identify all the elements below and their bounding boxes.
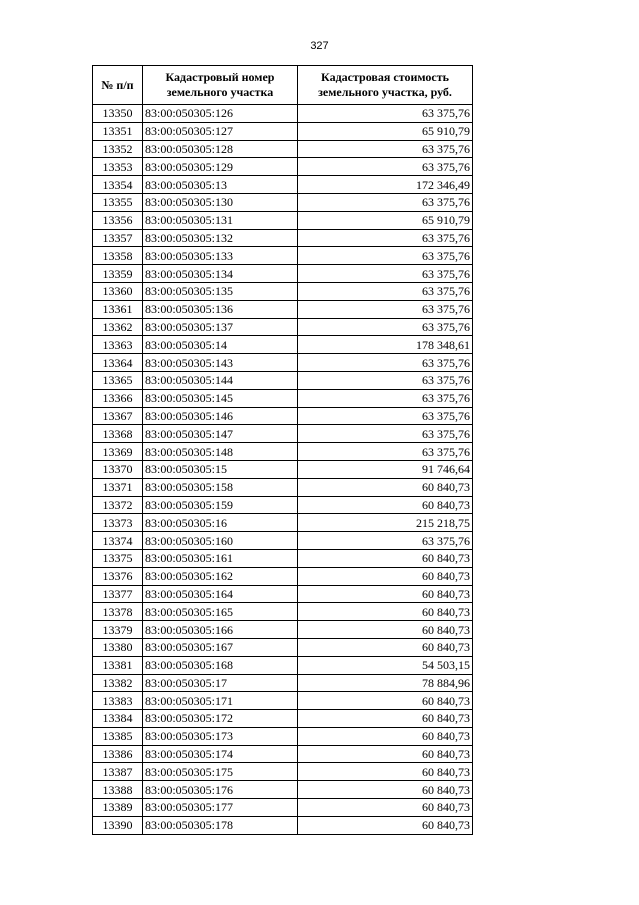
cell-cadastral-value: 60 840,73	[298, 603, 473, 621]
cell-cadastral-number: 83:00:050305:148	[143, 443, 298, 461]
table-row	[93, 300, 473, 318]
cell-row-number: 13390	[93, 816, 143, 834]
cell-cadastral-value: 63 375,76	[298, 318, 473, 336]
cell-cadastral-number: 83:00:050305:164	[143, 585, 298, 603]
cell-cadastral-number: 83:00:050305:126	[143, 105, 298, 123]
cell-cadastral-value: 63 375,76	[298, 193, 473, 211]
cell-cadastral-value: 60 840,73	[298, 585, 473, 603]
table-row	[93, 567, 473, 585]
cell-cadastral-value: 63 375,76	[298, 354, 473, 372]
cell-cadastral-value: 172 346,49	[298, 176, 473, 194]
header-cadastral-value: Кадастровая стоимость земельного участка, руб.	[298, 66, 473, 105]
cell-cadastral-number: 83:00:050305:131	[143, 211, 298, 229]
table-row	[93, 781, 473, 799]
cell-cadastral-value: 60 840,73	[298, 496, 473, 514]
cell-cadastral-number: 83:00:050305:15	[143, 460, 298, 478]
cell-cadastral-number: 83:00:050305:132	[143, 229, 298, 247]
table-row	[93, 496, 473, 514]
cell-row-number: 13371	[93, 478, 143, 496]
cell-cadastral-value: 65 910,79	[298, 122, 473, 140]
cell-cadastral-number: 83:00:050305:162	[143, 567, 298, 585]
cell-row-number: 13360	[93, 282, 143, 300]
cell-row-number: 13389	[93, 799, 143, 817]
cell-cadastral-value: 63 375,76	[298, 282, 473, 300]
cell-row-number: 13356	[93, 211, 143, 229]
table-row	[93, 193, 473, 211]
cell-cadastral-value: 91 746,64	[298, 460, 473, 478]
cell-row-number: 13379	[93, 621, 143, 639]
cell-cadastral-number: 83:00:050305:137	[143, 318, 298, 336]
cell-row-number: 13372	[93, 496, 143, 514]
cell-cadastral-number: 83:00:050305:161	[143, 549, 298, 567]
cadastral-table	[92, 65, 473, 835]
cell-row-number: 13358	[93, 247, 143, 265]
cell-cadastral-value: 60 840,73	[298, 763, 473, 781]
table-row	[93, 799, 473, 817]
table-body	[93, 105, 473, 835]
table-row	[93, 265, 473, 283]
cell-row-number: 13385	[93, 727, 143, 745]
cell-cadastral-number: 83:00:050305:166	[143, 621, 298, 639]
cell-row-number: 13388	[93, 781, 143, 799]
cell-row-number: 13350	[93, 105, 143, 123]
table-row	[93, 816, 473, 834]
table-row	[93, 638, 473, 656]
table-row	[93, 549, 473, 567]
table-row	[93, 763, 473, 781]
cell-cadastral-value: 60 840,73	[298, 567, 473, 585]
cell-cadastral-value: 60 840,73	[298, 638, 473, 656]
cell-cadastral-number: 83:00:050305:174	[143, 745, 298, 763]
cell-row-number: 13355	[93, 193, 143, 211]
table-row	[93, 603, 473, 621]
cell-cadastral-value: 63 375,76	[298, 371, 473, 389]
cell-cadastral-value: 60 840,73	[298, 727, 473, 745]
table-row	[93, 140, 473, 158]
cell-row-number: 13366	[93, 389, 143, 407]
table-row	[93, 585, 473, 603]
cell-cadastral-value: 63 375,76	[298, 407, 473, 425]
table-row	[93, 336, 473, 354]
table-row	[93, 122, 473, 140]
cell-cadastral-value: 60 840,73	[298, 781, 473, 799]
cell-cadastral-number: 83:00:050305:135	[143, 282, 298, 300]
cell-row-number: 13357	[93, 229, 143, 247]
table-row	[93, 158, 473, 176]
header-row-number: № п/п	[93, 66, 143, 105]
table-header-row	[93, 66, 473, 105]
table-row	[93, 407, 473, 425]
table-row	[93, 318, 473, 336]
cell-cadastral-value: 63 375,76	[298, 265, 473, 283]
cell-cadastral-number: 83:00:050305:17	[143, 674, 298, 692]
cell-row-number: 13364	[93, 354, 143, 372]
cell-row-number: 13351	[93, 122, 143, 140]
table-row	[93, 514, 473, 532]
cell-cadastral-number: 83:00:050305:145	[143, 389, 298, 407]
cell-row-number: 13382	[93, 674, 143, 692]
table-row	[93, 656, 473, 674]
cell-cadastral-number: 83:00:050305:159	[143, 496, 298, 514]
cell-row-number: 13377	[93, 585, 143, 603]
cell-cadastral-value: 60 840,73	[298, 710, 473, 728]
cell-cadastral-number: 83:00:050305:146	[143, 407, 298, 425]
cell-cadastral-value: 63 375,76	[298, 300, 473, 318]
table-row	[93, 211, 473, 229]
table-row	[93, 710, 473, 728]
cell-cadastral-value: 178 348,61	[298, 336, 473, 354]
table-row	[93, 389, 473, 407]
table-row	[93, 727, 473, 745]
cell-row-number: 13362	[93, 318, 143, 336]
cell-cadastral-number: 83:00:050305:143	[143, 354, 298, 372]
cell-row-number: 13352	[93, 140, 143, 158]
cell-cadastral-number: 83:00:050305:172	[143, 710, 298, 728]
table-row	[93, 674, 473, 692]
cell-row-number: 13353	[93, 158, 143, 176]
cell-cadastral-number: 83:00:050305:136	[143, 300, 298, 318]
cell-cadastral-value: 63 375,76	[298, 389, 473, 407]
cell-cadastral-number: 83:00:050305:144	[143, 371, 298, 389]
table-row	[93, 478, 473, 496]
cell-cadastral-number: 83:00:050305:134	[143, 265, 298, 283]
cell-cadastral-value: 65 910,79	[298, 211, 473, 229]
table-row	[93, 745, 473, 763]
cell-row-number: 13378	[93, 603, 143, 621]
cell-row-number: 13383	[93, 692, 143, 710]
cell-cadastral-number: 83:00:050305:171	[143, 692, 298, 710]
cell-row-number: 13365	[93, 371, 143, 389]
cell-row-number: 13370	[93, 460, 143, 478]
cell-cadastral-number: 83:00:050305:133	[143, 247, 298, 265]
cell-cadastral-number: 83:00:050305:167	[143, 638, 298, 656]
cell-row-number: 13374	[93, 532, 143, 550]
cell-cadastral-number: 83:00:050305:147	[143, 425, 298, 443]
cell-row-number: 13359	[93, 265, 143, 283]
cell-row-number: 13368	[93, 425, 143, 443]
cell-cadastral-value: 63 375,76	[298, 425, 473, 443]
cell-cadastral-number: 83:00:050305:128	[143, 140, 298, 158]
cell-cadastral-number: 83:00:050305:173	[143, 727, 298, 745]
cell-cadastral-value: 60 840,73	[298, 799, 473, 817]
cell-cadastral-value: 60 840,73	[298, 745, 473, 763]
table-row	[93, 176, 473, 194]
table-row	[93, 247, 473, 265]
cell-cadastral-value: 63 375,76	[298, 140, 473, 158]
cell-cadastral-value: 60 840,73	[298, 621, 473, 639]
table-row	[93, 692, 473, 710]
table-row	[93, 425, 473, 443]
cell-cadastral-value: 63 375,76	[298, 105, 473, 123]
cell-cadastral-number: 83:00:050305:178	[143, 816, 298, 834]
table-row	[93, 371, 473, 389]
cell-row-number: 13386	[93, 745, 143, 763]
cell-cadastral-number: 83:00:050305:175	[143, 763, 298, 781]
cell-cadastral-value: 215 218,75	[298, 514, 473, 532]
cell-cadastral-number: 83:00:050305:168	[143, 656, 298, 674]
cell-cadastral-value: 63 375,76	[298, 247, 473, 265]
cell-cadastral-value: 60 840,73	[298, 816, 473, 834]
cell-row-number: 13363	[93, 336, 143, 354]
cell-cadastral-number: 83:00:050305:177	[143, 799, 298, 817]
cell-cadastral-value: 60 840,73	[298, 478, 473, 496]
cell-cadastral-value: 54 503,15	[298, 656, 473, 674]
cell-cadastral-number: 83:00:050305:165	[143, 603, 298, 621]
header-cadastral-number: Кадастровый номер земельного участка	[143, 66, 298, 105]
cell-cadastral-value: 60 840,73	[298, 549, 473, 567]
cell-cadastral-value: 63 375,76	[298, 158, 473, 176]
cell-cadastral-number: 83:00:050305:176	[143, 781, 298, 799]
cell-row-number: 13354	[93, 176, 143, 194]
cell-row-number: 13361	[93, 300, 143, 318]
cell-cadastral-number: 83:00:050305:158	[143, 478, 298, 496]
cell-cadastral-number: 83:00:050305:129	[143, 158, 298, 176]
cell-cadastral-value: 63 375,76	[298, 443, 473, 461]
cell-cadastral-number: 83:00:050305:13	[143, 176, 298, 194]
cell-row-number: 13380	[93, 638, 143, 656]
table-row	[93, 282, 473, 300]
cell-row-number: 13376	[93, 567, 143, 585]
cell-cadastral-value: 63 375,76	[298, 532, 473, 550]
table-row	[93, 229, 473, 247]
table-row	[93, 460, 473, 478]
cell-cadastral-number: 83:00:050305:160	[143, 532, 298, 550]
cell-row-number: 13369	[93, 443, 143, 461]
cell-cadastral-number: 83:00:050305:16	[143, 514, 298, 532]
cell-row-number: 13381	[93, 656, 143, 674]
table-row	[93, 532, 473, 550]
page-number: 327	[310, 40, 329, 52]
cell-row-number: 13367	[93, 407, 143, 425]
table-row	[93, 105, 473, 123]
cell-cadastral-number: 83:00:050305:127	[143, 122, 298, 140]
table-row	[93, 354, 473, 372]
cell-cadastral-value: 63 375,76	[298, 229, 473, 247]
cell-row-number: 13384	[93, 710, 143, 728]
cell-cadastral-value: 60 840,73	[298, 692, 473, 710]
cell-row-number: 13387	[93, 763, 143, 781]
cell-cadastral-number: 83:00:050305:14	[143, 336, 298, 354]
table-row	[93, 621, 473, 639]
cell-row-number: 13375	[93, 549, 143, 567]
cell-cadastral-value: 78 884,96	[298, 674, 473, 692]
cell-cadastral-number: 83:00:050305:130	[143, 193, 298, 211]
table-row	[93, 443, 473, 461]
cell-row-number: 13373	[93, 514, 143, 532]
